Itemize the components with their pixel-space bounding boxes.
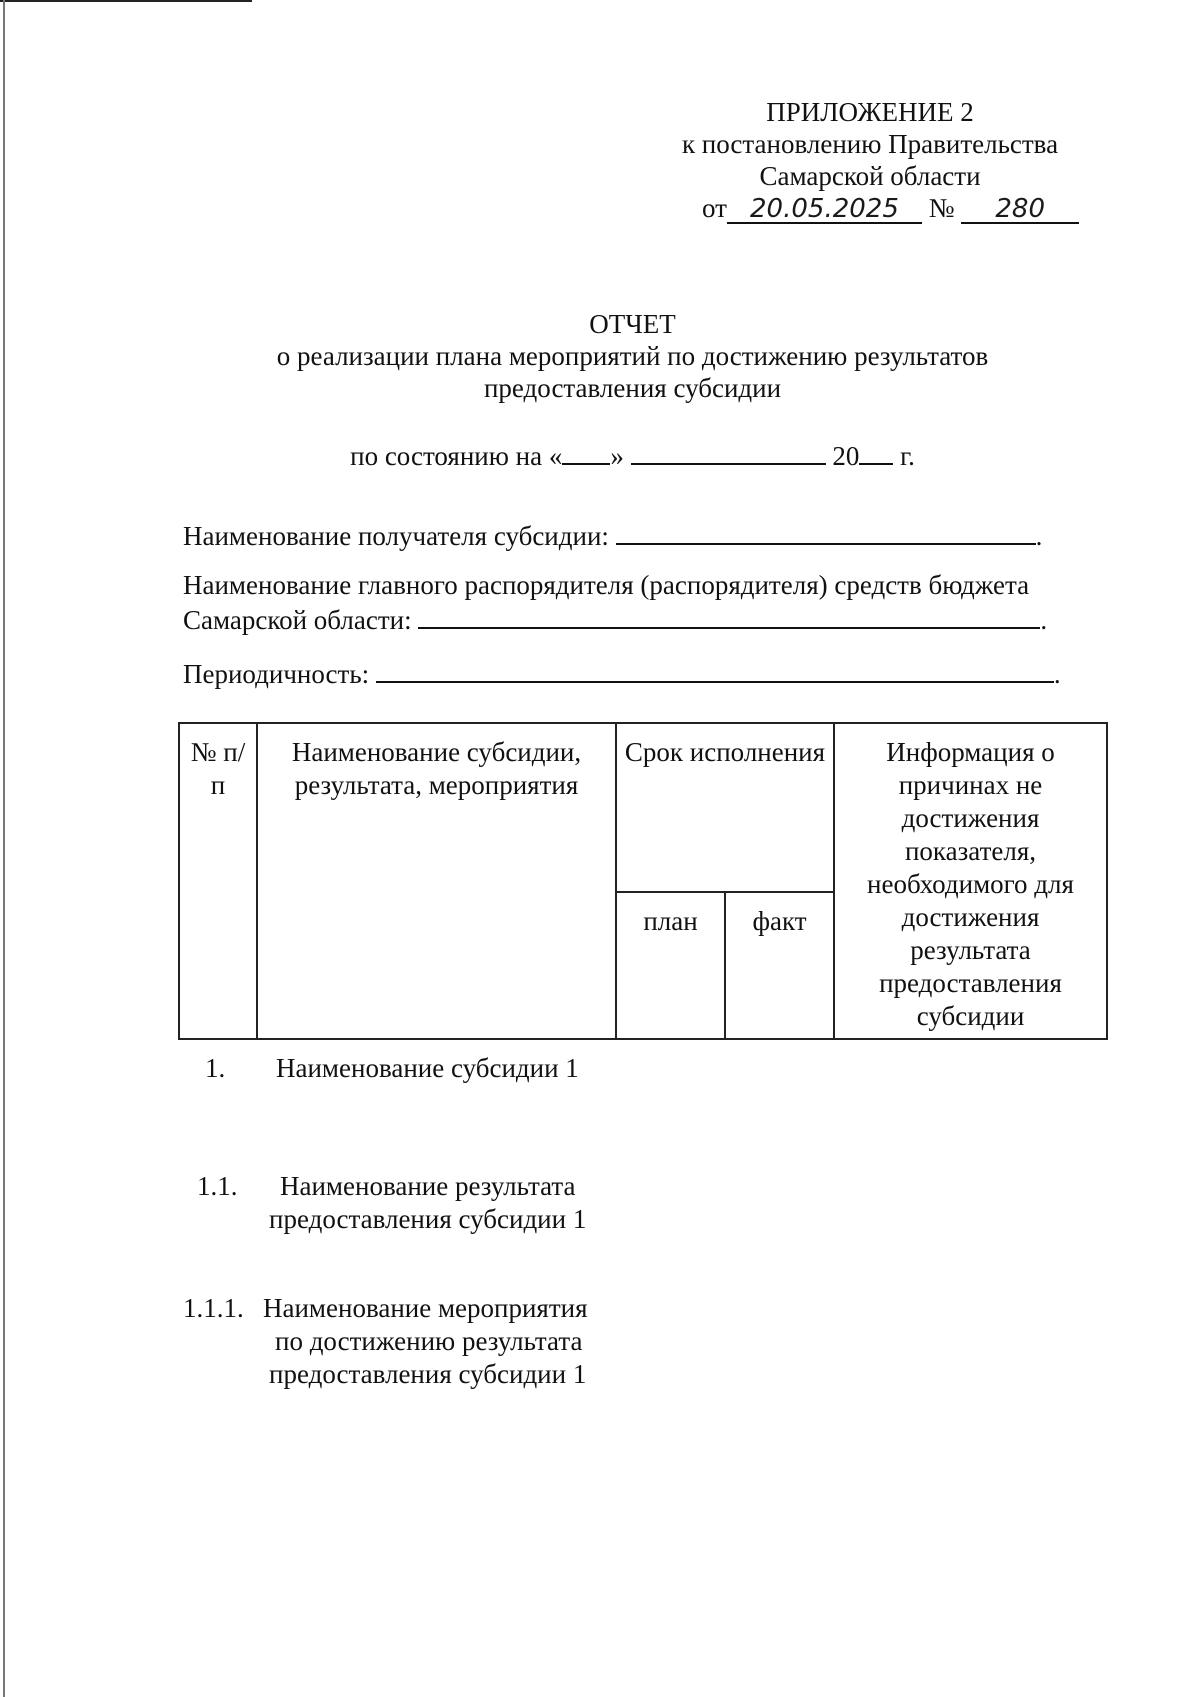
recipient-row: [183, 517, 1042, 552]
appendix-date-line: [640, 192, 1100, 224]
section-1-1: [183, 1170, 633, 1240]
periodicity-row: [183, 655, 1061, 690]
header-plan: план: [616, 892, 725, 1039]
date-prefix: от: [702, 193, 727, 223]
header-fact: факт: [725, 892, 834, 1039]
section-1-1-1-number: 1.1.1.: [183, 1293, 244, 1323]
section-1-title: Наименование субсидии 1: [276, 1053, 579, 1083]
report-title: ОТЧЕТ: [589, 309, 676, 339]
table-header-row: [179, 723, 1107, 892]
section-1: [183, 1052, 633, 1092]
date-handwritten: 20.05.2025: [727, 196, 922, 224]
scan-edge-top: [0, 0, 252, 2]
distributor-blank[interactable]: [418, 601, 1040, 629]
recipient-blank[interactable]: [616, 517, 1036, 545]
distributor-label-1: Наименование главного распорядителя (распорядителя) средств бюджета: [183, 570, 1030, 600]
header-num: № п/п: [179, 723, 257, 1039]
section-1-1-1-line-2: по достижению результата: [275, 1326, 583, 1356]
recipient-end: .: [1035, 521, 1043, 551]
status-suffix: г.: [900, 441, 915, 471]
report-subtitle-2: предоставления субсидии: [483, 373, 782, 403]
section-1-number: 1.: [205, 1053, 226, 1083]
section-1-1-number: 1.1.: [197, 1171, 238, 1201]
report-table: [178, 722, 1108, 1040]
status-month-blank: [631, 437, 826, 465]
distributor-end: .: [1040, 605, 1048, 635]
periodicity-blank[interactable]: [376, 655, 1054, 683]
status-year-prefix: 20: [832, 441, 860, 471]
number-sign: №: [928, 193, 955, 223]
section-1-1-1-line-3: предоставления субсидии 1: [269, 1359, 587, 1389]
periodicity-label: Периодичность:: [183, 659, 370, 689]
status-prefix: по состоянию на «: [350, 441, 563, 471]
appendix-line-2: Самарской области: [759, 161, 981, 191]
appendix-title: ПРИЛОЖЕНИЕ 2: [766, 97, 974, 127]
periodicity-end: .: [1053, 659, 1061, 689]
scan-edge-left: [3, 0, 5, 1697]
status-quote-close: »: [610, 441, 624, 471]
section-1-1-line-1: Наименование результата: [280, 1171, 576, 1201]
recipient-label: Наименование получателя субсидии:: [183, 521, 609, 551]
report-title-block: [150, 308, 1115, 404]
appendix-line-1: к постановлению Правительства: [681, 129, 1059, 159]
status-date-line: [150, 437, 1115, 472]
appendix-header: [640, 96, 1100, 224]
section-1-1-1-line-1: Наименование мероприятия: [263, 1293, 588, 1323]
header-term: Срок исполнения: [616, 723, 834, 892]
status-day-blank: [562, 437, 610, 465]
distributor-label-2: Самарской области:: [183, 605, 412, 635]
distributor-row: [183, 569, 1047, 636]
header-info: Информация о причинах не достижения показателя, необходимого для достижения результата предоставления субсидии: [834, 723, 1107, 1039]
status-year-blank: [859, 437, 893, 465]
number-handwritten: 280: [961, 196, 1079, 224]
header-name: Наименование субсидии, результата, мероприятия: [257, 723, 616, 1039]
section-1-1-1: [183, 1292, 633, 1392]
report-subtitle-1: о реализации плана мероприятий по достижению результатов: [276, 341, 989, 371]
section-1-1-line-2: предоставления субсидии 1: [269, 1204, 587, 1234]
